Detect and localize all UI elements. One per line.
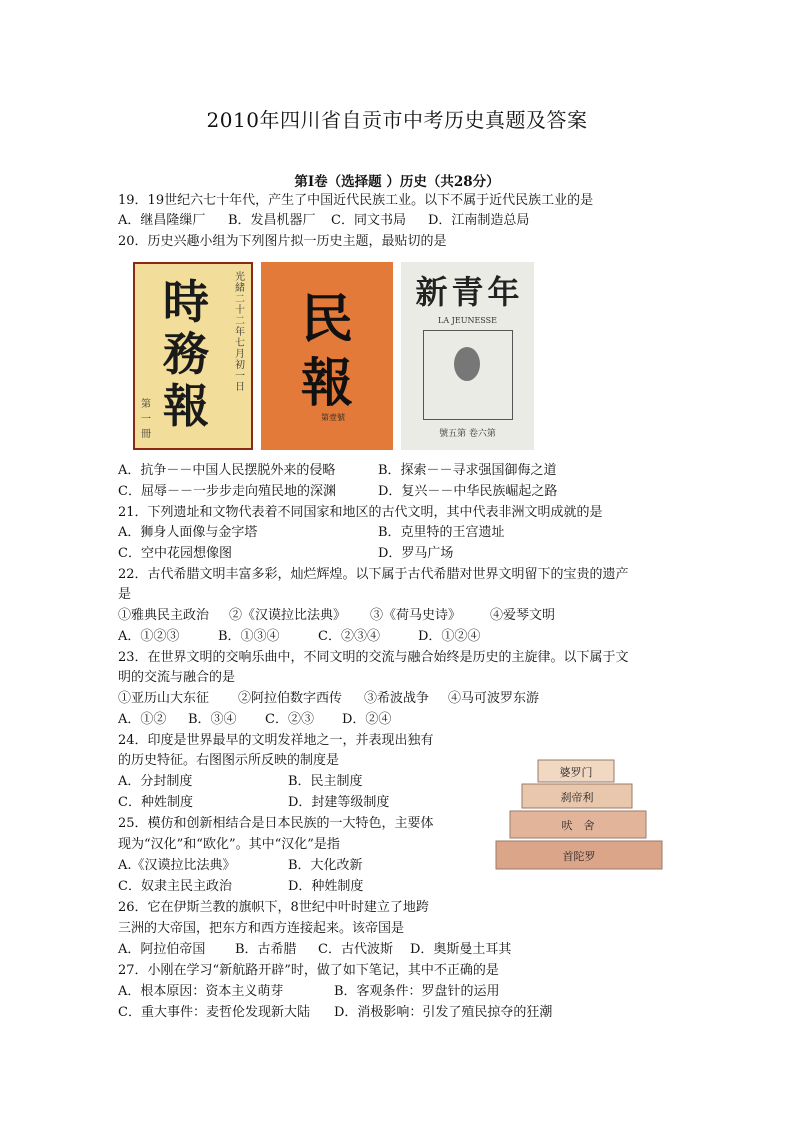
xin-qingnian-cover-image (401, 262, 534, 450)
portrait-figure-icon (454, 347, 480, 381)
q24-stem-2: 的历史特征。右图图示所反映的制度是 (118, 753, 340, 768)
minbao-issue: 第壹號 (321, 413, 345, 422)
q21-option-a: A．狮身人面像与金字塔 (118, 525, 258, 540)
page-title: 2010年四川省自贡市中考历史真题及答案 (206, 108, 588, 132)
q20-option-a: A．抗争－－中国人民摆脱外来的侵略 (118, 463, 336, 478)
pyramid-label-vaishya: 吠 舍 (561, 819, 595, 832)
q20-option-b: B．探索－－寻求强国御侮之道 (378, 463, 557, 478)
q20-option-c: C．屈辱－－一步步走向殖民地的深渊 (118, 484, 336, 499)
shiwu-title: 時務報 (163, 275, 209, 433)
xinqing-portrait-frame (423, 330, 513, 420)
q26-option-a: A．阿拉伯帝国 (118, 942, 206, 957)
q23-stem-2: 明的交流与融合的是 (118, 670, 236, 685)
q24-option-a: A．分封制度 (118, 774, 193, 789)
q23-option-b: B．③④ (188, 712, 237, 727)
q19-option-a: A．继昌隆缫厂 (118, 213, 206, 228)
q19-option-b: B．发昌机器厂 (228, 213, 316, 228)
q24-stem-1: 24．印度是世界最早的文明发祥地之一，并表现出独有 (118, 733, 434, 748)
q25-stem-2: 现为“汉化”和“欧化”。其中“汉化”是指 (118, 837, 340, 852)
xinqing-title: 新青年 (415, 273, 524, 311)
q24-option-b: B．民主制度 (288, 774, 363, 789)
q24-option-c: C．种姓制度 (118, 795, 193, 810)
shiwu-bao-cover-image (133, 262, 253, 450)
q23-option-d: D．②④ (342, 712, 392, 727)
q27-option-d: D．消极影响：引发了殖民掠夺的狂潮 (334, 1005, 553, 1020)
xinqing-issue: 號五第 卷六第 (439, 429, 496, 439)
q24-option-d: D．封建等级制度 (288, 795, 390, 810)
q19-option-c: C．同文书局 (331, 213, 406, 228)
minbao-title: 民報 (301, 290, 354, 414)
q22-item-2: ②《汉谟拉比法典》 (229, 608, 347, 623)
q22-stem-1: 22．古代希腊文明丰富多彩，灿烂辉煌。以下属于古代希腊对世界文明留下的宝贵的遗产 (118, 567, 629, 582)
q22-option-c: C．②③④ (318, 629, 380, 644)
q27-option-b: B．客观条件：罗盘针的运用 (334, 984, 500, 999)
q26-option-c: C．古代波斯 (318, 942, 393, 957)
caste-pyramid-diagram (492, 752, 672, 872)
q25-option-b: B．大化改新 (288, 858, 363, 873)
q21-option-d: D．罗马广场 (378, 546, 454, 561)
q22-stem-2: 是 (118, 587, 132, 602)
q25-stem-1: 25．模仿和创新相结合是日本民族的一大特色，主要体 (118, 816, 434, 831)
q22-item-1: ①雅典民主政治 (118, 608, 210, 623)
q21-option-b: B．克里特的王宫遗址 (378, 525, 505, 540)
shiwu-date: 光緒二十二年七月初一日 (235, 272, 245, 393)
xinqing-subtitle: LA JEUNESSE (438, 316, 497, 325)
q25-option-a: A.《汉谟拉比法典》 (118, 858, 236, 873)
q23-item-2: ②阿拉伯数字西传 (238, 691, 343, 706)
q22-option-b: B．①③④ (218, 629, 280, 644)
q27-option-a: A．根本原因：资本主义萌芽 (118, 984, 284, 999)
q19-stem: 19．19世纪六七十年代，产生了中国近代民族工业。以下不属于近代民族工业的是 (118, 193, 594, 208)
q22-item-3: ③《荷马史诗》 (370, 608, 462, 623)
q23-item-3: ③希波战争 (364, 691, 430, 706)
q26-stem-2: 三洲的大帝国，把东方和西方连接起来。该帝国是 (118, 921, 405, 936)
q23-option-a: A．①② (118, 712, 167, 727)
q22-item-4: ④爱琴文明 (490, 608, 556, 623)
q26-option-d: D．奥斯曼土耳其 (410, 942, 512, 957)
q23-item-1: ①亚历山大东征 (118, 691, 210, 706)
q20-option-d: D．复兴－－中华民族崛起之路 (378, 484, 558, 499)
q23-option-c: C．②③ (265, 712, 314, 727)
q26-stem-1: 26．它在伊斯兰教的旗帜下，8世纪中叶时建立了地跨 (118, 900, 429, 915)
q25-option-c: C．奴隶主民主政治 (118, 879, 232, 894)
pyramid-label-kshatriya: 刹帝利 (560, 791, 594, 804)
q20-stem: 20．历史兴趣小组为下列图片拟一历史主题，最贴切的是 (118, 234, 447, 249)
q27-option-c: C．重大事件：麦哲伦发现新大陆 (118, 1005, 310, 1020)
section-title: 第Ⅰ卷（选择题 ）历史（共28分） (294, 174, 500, 190)
pyramid-label-brahmin: 婆罗门 (559, 766, 593, 779)
q21-option-c: C．空中花园想像图 (118, 546, 232, 561)
pyramid-label-shudra: 首陀罗 (562, 850, 596, 863)
q22-option-d: D．①②④ (418, 629, 481, 644)
q19-option-d: D．江南制造总局 (428, 213, 530, 228)
minbao-cover-image (261, 262, 393, 450)
q22-option-a: A．①②③ (118, 629, 180, 644)
shiwu-issue: 第一冊 (141, 399, 151, 440)
q25-option-d: D．种姓制度 (288, 879, 364, 894)
q27-stem: 27．小刚在学习“新航路开辟”时，做了如下笔记，其中不正确的是 (118, 963, 499, 978)
q23-stem-1: 23．在世界文明的交响乐曲中，不同文明的交流与融合始终是历史的主旋律。以下属于文 (118, 650, 629, 665)
q26-option-b: B．古希腊 (235, 942, 297, 957)
q23-item-4: ④马可波罗东游 (448, 691, 540, 706)
q21-stem: 21．下列遗址和文物代表着不同国家和地区的古代文明，其中代表非洲文明成就的是 (118, 505, 603, 520)
